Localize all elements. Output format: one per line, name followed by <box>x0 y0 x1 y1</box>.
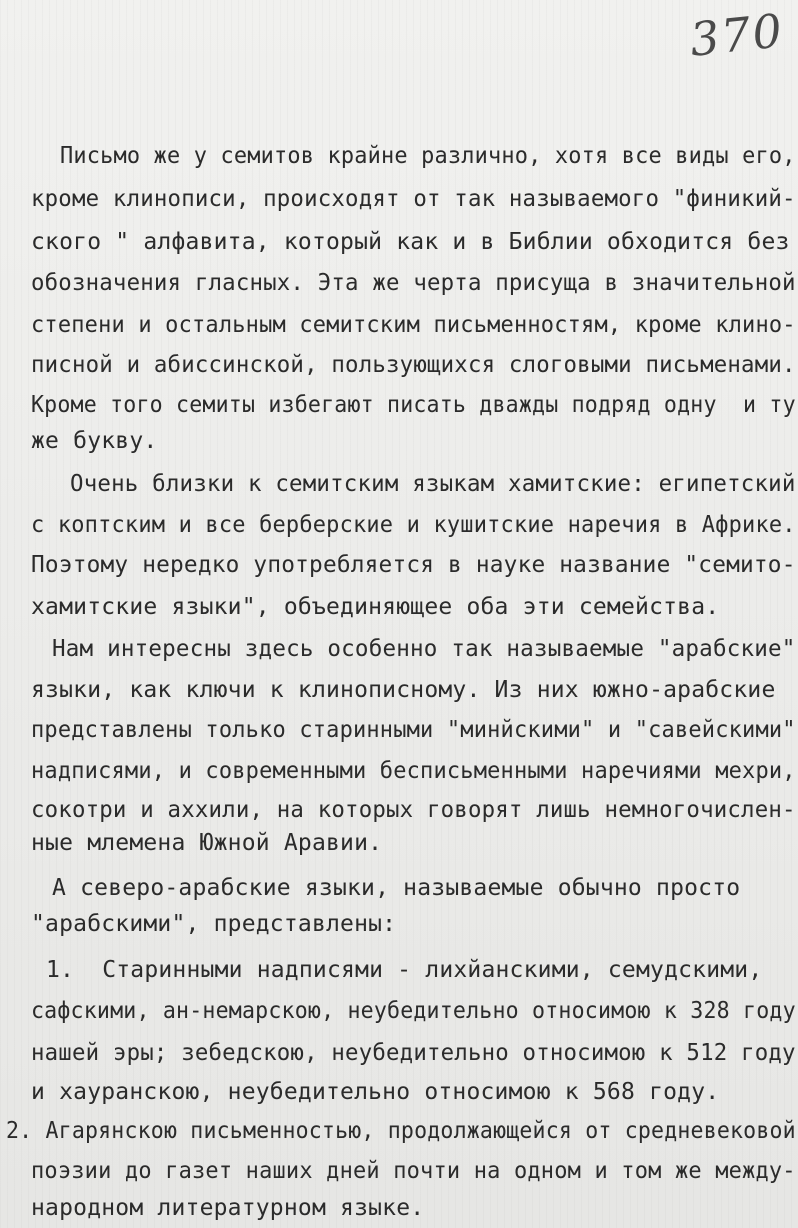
text-line: Письмо же у семитов крайне различно, хотя все виды его, <box>60 143 796 169</box>
text-line: сафскими, ан-немарскою, неубедительно относимою к 328 году <box>31 998 796 1024</box>
text-line: представлены только старинными "минйскими" и "савейскими" <box>31 717 796 743</box>
text-line: А северо-арабские языки, называемые обычно просто <box>52 875 741 901</box>
text-line: надписями, и современными бесписьменными наречиями мехри, <box>31 758 796 784</box>
text-line: хамитские языки", объединяющее оба эти семейства. <box>31 594 720 620</box>
text-line: же букву. <box>31 428 158 454</box>
text-line: ского " алфавита, который как и в Библии обходится без <box>31 229 790 255</box>
text-line: "арабскими", представлены: <box>31 911 397 937</box>
text-line: поэзии до газет наших дней почти на одном и том же между- <box>31 1158 796 1184</box>
text-line: кроме клинописи, происходят от так называемого "финикий- <box>31 186 796 212</box>
text-line: писной и абиссинской, пользующихся слоговыми письменами. <box>31 352 796 378</box>
text-line: Нам интересны здесь особенно так называемые "арабские" <box>52 636 796 662</box>
text-line: ные млемена Южной Аравии. <box>31 830 383 856</box>
text-line: Кроме того семиты избегают писать дважды подряд одну и ту <box>31 392 796 418</box>
text-line: с коптским и все берберские и кушитские наречия в Африке. <box>31 512 796 538</box>
text-line: обозначения гласных. Эта же черта присуща в значительной <box>31 270 796 296</box>
text-line: степени и остальным семитским письменностям, кроме клино- <box>31 312 796 338</box>
text-line: Очень близки к семитским языкам хамитские: египетский <box>70 471 796 497</box>
text-line: 2. Агарянскою письменностью, продолжающейся от средневековой <box>6 1118 796 1144</box>
page-number: 370 <box>687 3 787 67</box>
text-line: народном литературном языке. <box>31 1195 425 1221</box>
text-line: языки, как ключи к клинописному. Из них южно-арабские <box>31 677 776 703</box>
text-line: Поэтому нередко употребляется в науке название "семито- <box>31 552 796 578</box>
text-line: и хауранскою, неубедительно относимою к 568 году. <box>31 1079 720 1105</box>
text-line: сокотри и аххили, на которых говорят лишь немногочислен- <box>31 797 796 823</box>
text-line: нашей эры; зебедскою, неубедительно относимою к 512 году <box>31 1040 796 1066</box>
text-line: 1. Старинными надписями - лихйанскими, семудскими, <box>46 957 763 983</box>
